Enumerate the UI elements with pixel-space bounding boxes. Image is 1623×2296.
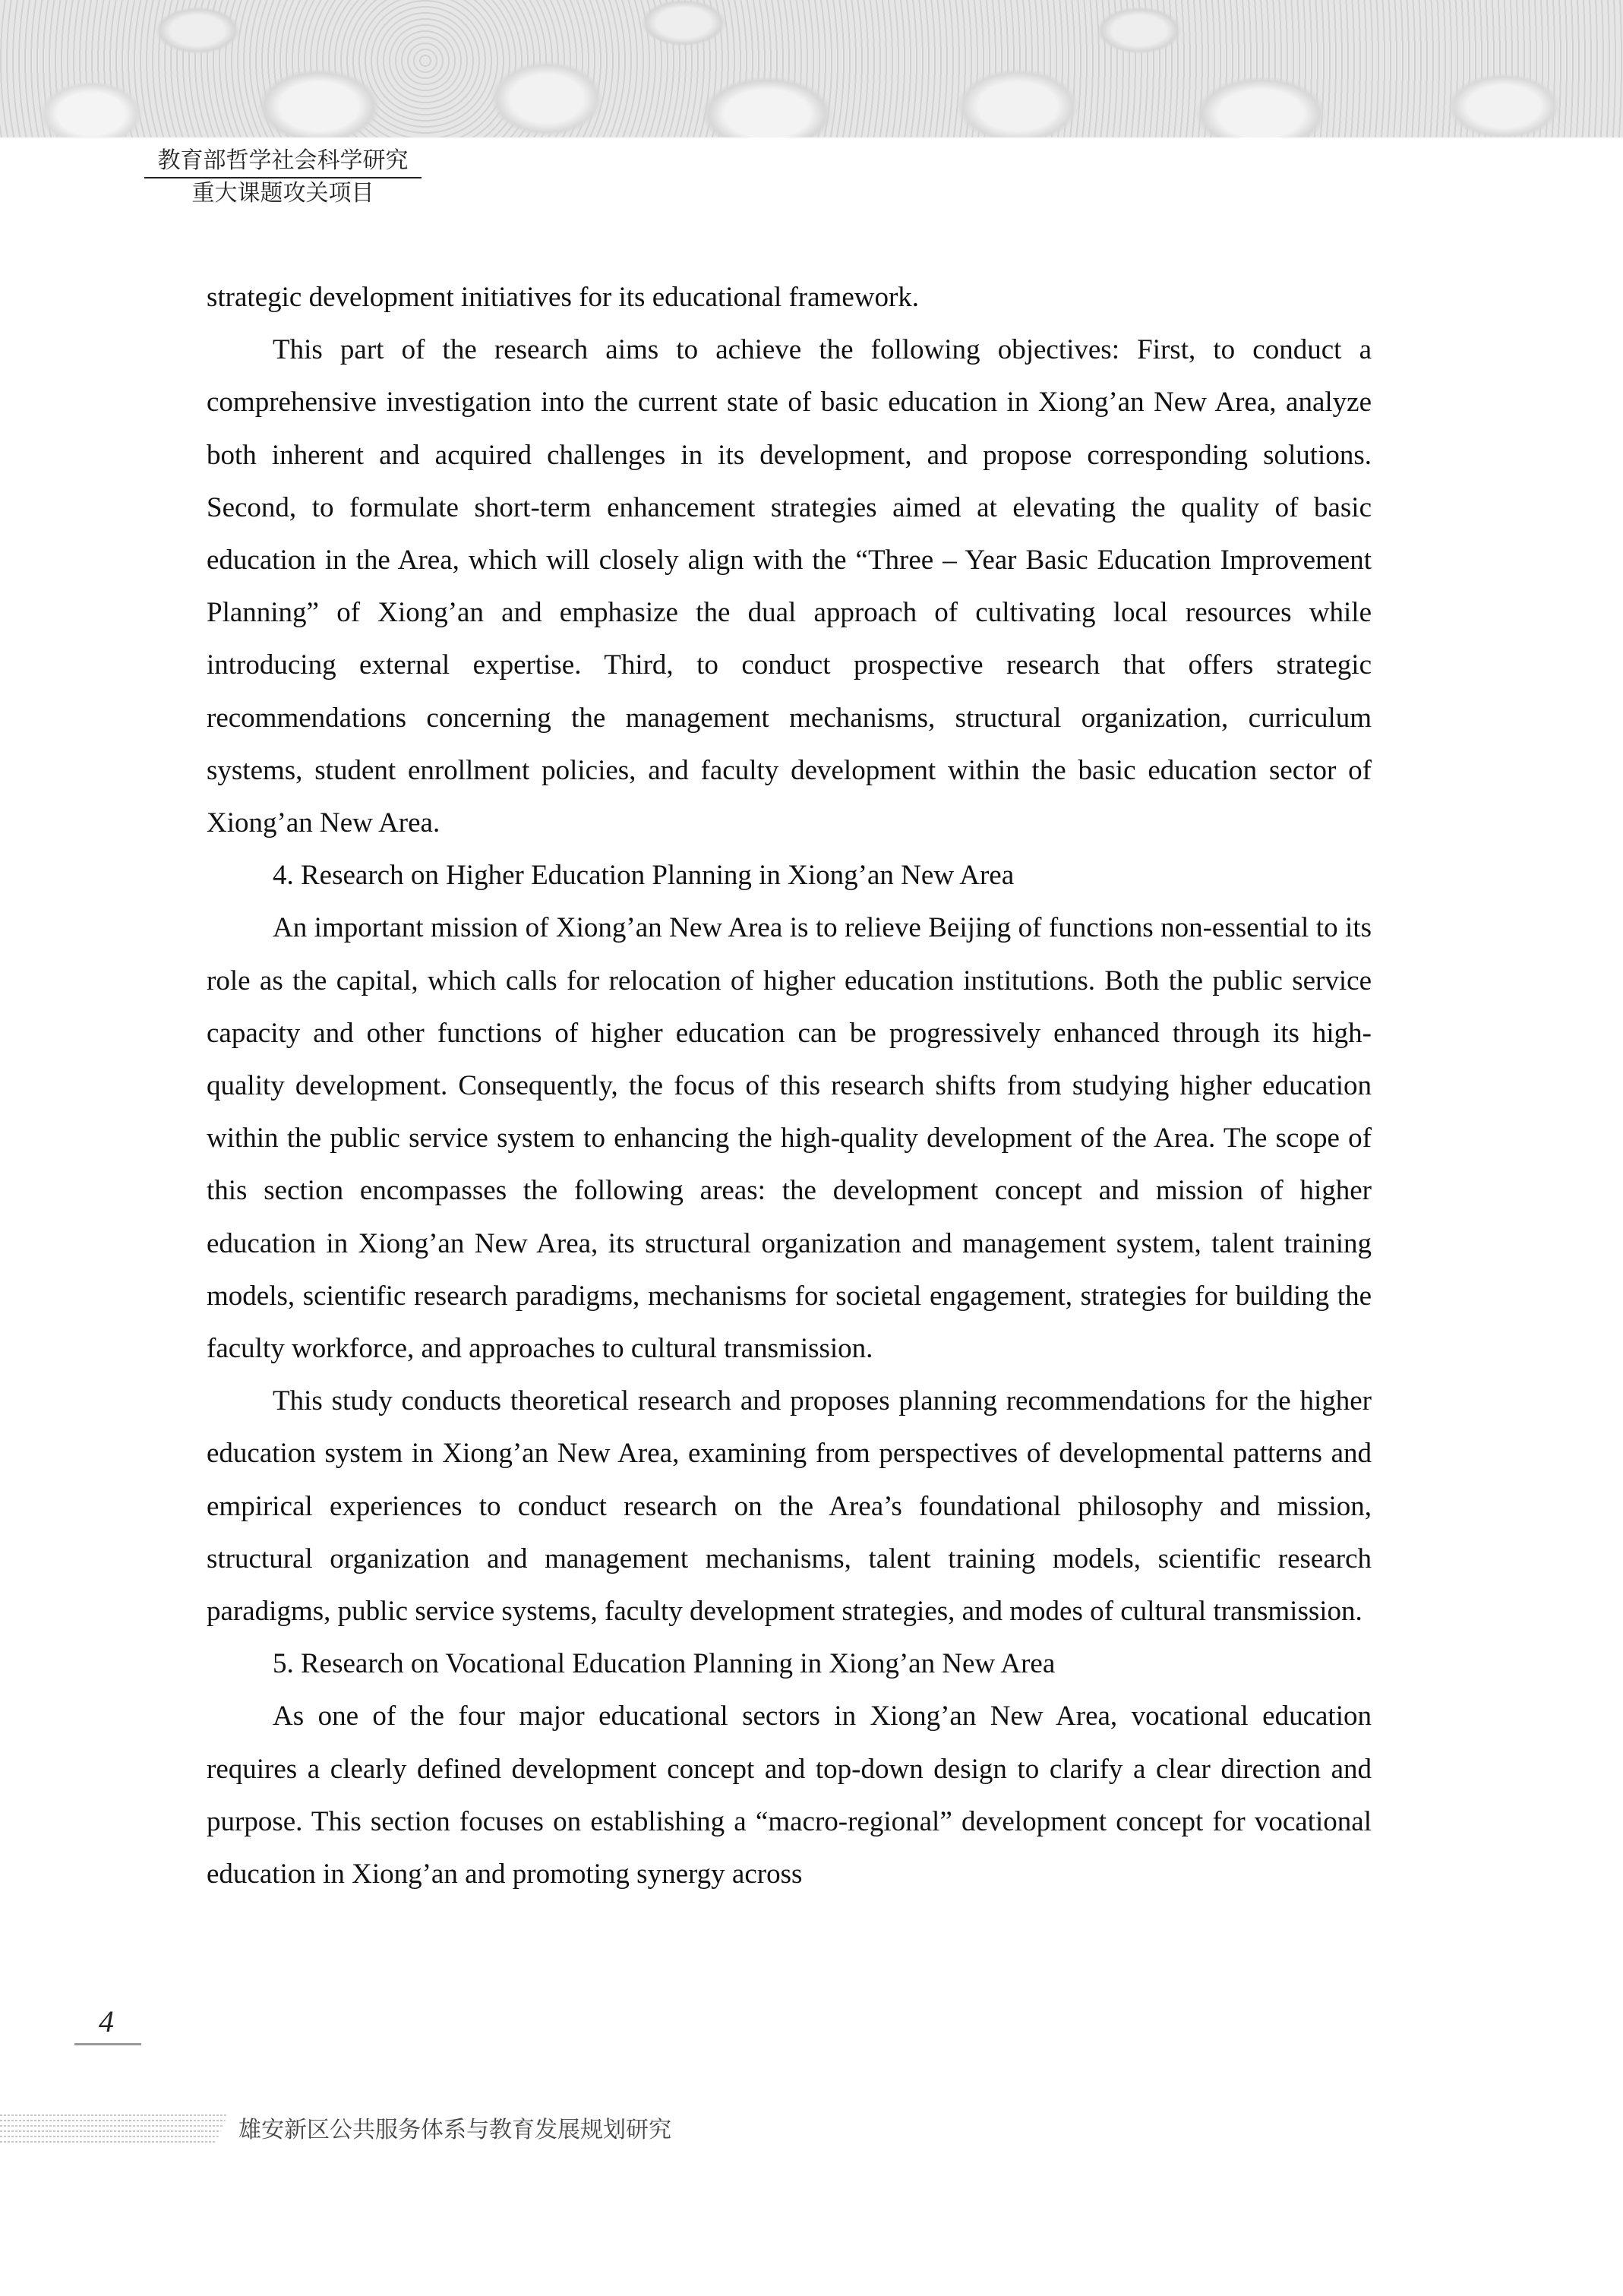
section-heading-vocational-education: 5. Research on Vocational Education Planning in Xiong’an New Area xyxy=(273,1648,1056,1680)
paragraph-higher-education-mission: An important mission of Xiong’an New Area is to relieve Beijing of functions non-essential to its role as the capital, which calls for relocation of higher education institutions. Both the public service capacity and other functions of higher education can be progressively enhanced through its high-quality development. Consequently, the focus of this research shifts from studying higher education within the public service system to enhancing the high-quality development of the Area. The scope of this section encompasses the following areas: the development concept and mission of higher education in Xiong’an New Area, its structural organization and management system, talent training models, scientific research paradigms, mechanisms for societal engagement, strategies for building the faculty workforce, and approaches to cultural transmission. xyxy=(207,912,1372,1365)
running-footer-book-title: 雄安新区公共服务体系与教育发展规划研究 xyxy=(238,2117,671,2143)
page-number: 4 xyxy=(99,2004,114,2039)
series-header xyxy=(144,147,422,209)
paragraph-vocational-education: As one of the four major educational sectors in Xiong’an New Area, vocational education requires a clearly defined development concept and top-down design to clarify a clear direction and purpose. This section focuses on establishing a “macro-regional” development concept for vocational education in Xiong’an and promoting synergy across xyxy=(207,1701,1372,1890)
section-heading-higher-education: 4. Research on Higher Education Planning in Xiong’an New Area xyxy=(273,860,1015,892)
page-number-underline xyxy=(74,2043,141,2045)
decorative-cloud-header-band xyxy=(0,0,1623,137)
paragraph-continuation: strategic development initiatives for its educational framework. xyxy=(207,282,920,313)
page-body xyxy=(207,271,1372,1900)
series-title-line1: 教育部哲学社会科学研究 xyxy=(144,147,422,178)
series-title-line2: 重大课题攻关项目 xyxy=(191,180,374,207)
paragraph-higher-education-study: This study conducts theoretical research and proposes planning recommendations for the higher education system in Xiong’an New Area, examining from perspectives of developmental patterns and empirical experiences to conduct research on the Area’s foundational philosophy and mission, structural organization and management mechanisms, talent training models, scientific research paradigms, public service systems, faculty development strategies, and modes of cultural transmission. xyxy=(207,1385,1372,1628)
decorative-dotted-pattern xyxy=(0,2114,228,2146)
paragraph-objectives: This part of the research aims to achieve the following objectives: First, to conduct a comprehensive investigation into the current state of basic education in Xiong’an New Area, analyze both inherent and acquired challenges in its development, and propose corresponding solutions. Second, to formulate short-term enhancement strategies aimed at elevating the quality of basic education in the Area, which will closely align with the “Three – Year Basic Education Improvement Planning” of Xiong’an and emphasize the dual approach of cultivating local resources while introducing external expertise. Third, to conduct prospective research that offers strategic recommendations concerning the management mechanisms, structural organization, curriculum systems, student enrollment policies, and faculty development within the basic education sector of Xiong’an New Area. xyxy=(207,334,1372,839)
